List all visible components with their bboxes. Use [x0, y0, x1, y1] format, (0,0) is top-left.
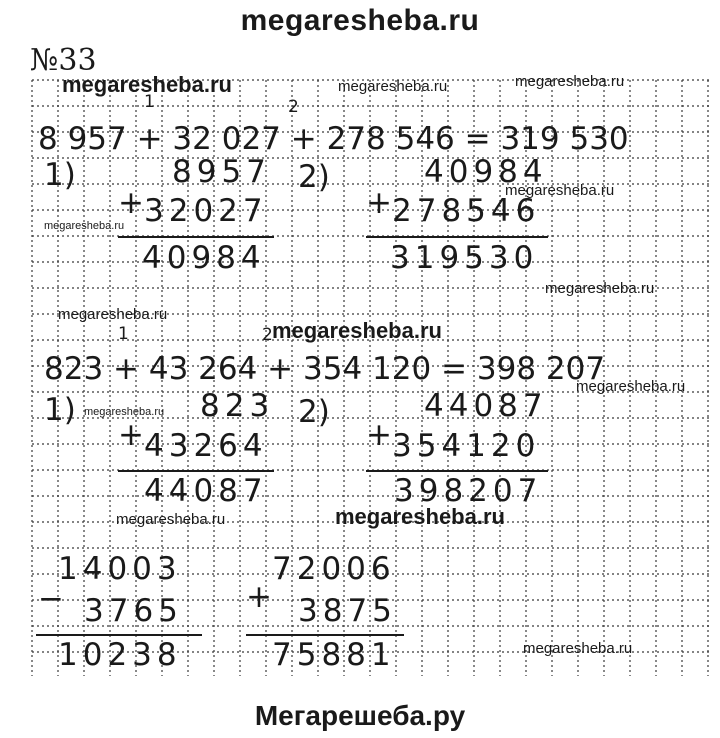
addend-bottom: 278546	[392, 193, 541, 229]
problem-number: №33	[30, 43, 97, 78]
watermark: megaresheba.ru	[505, 182, 615, 199]
watermark: megaresheba.ru	[338, 78, 448, 95]
watermark: megaresheba.ru	[62, 72, 232, 97]
step-label: 2)	[298, 394, 330, 430]
sum-line	[366, 470, 548, 472]
equation-2: 823 + 43 264 + 354 120 = 398 207	[44, 351, 606, 387]
step-label: 2)	[298, 159, 330, 195]
watermark: megaresheba.ru	[272, 318, 442, 343]
addend-bottom: 43264	[144, 428, 268, 464]
watermark: megaresheba.ru	[116, 511, 226, 528]
sum-line	[246, 634, 404, 636]
sum-result: 44087	[144, 473, 268, 509]
sum-result: 75881	[272, 637, 396, 673]
difference-result: 10238	[58, 637, 182, 673]
watermark: megaresheba.ru	[84, 406, 165, 418]
addend-top: 8957	[172, 154, 271, 190]
sum-result: 398207	[394, 473, 543, 509]
step-label: 1)	[44, 392, 76, 428]
addend-top: 72006	[272, 551, 396, 587]
watermark: megaresheba.ru	[576, 378, 686, 395]
minuend: 14003	[58, 551, 182, 587]
plus-sign: +	[118, 417, 144, 453]
site-header: megaresheba.ru	[240, 4, 480, 37]
addend-top: 40984	[424, 154, 548, 190]
difference-line	[36, 634, 202, 636]
sum-line	[366, 236, 548, 238]
step-mark-2: 2	[262, 325, 273, 345]
watermark: megaresheba.ru	[545, 280, 655, 297]
sum-line	[118, 236, 274, 238]
watermark: megaresheba.ru	[335, 504, 505, 529]
subtrahend: 3765	[84, 593, 183, 629]
plus-sign: +	[246, 579, 272, 615]
plus-sign: +	[118, 185, 144, 221]
step-mark-1: 1	[118, 324, 129, 344]
watermark: megaresheba.ru	[523, 640, 633, 657]
equation-1: 8 957 + 32 027 + 278 546 = 319 530	[38, 121, 629, 157]
plus-sign: +	[366, 185, 392, 221]
plus-sign: +	[366, 417, 392, 453]
sum-result: 319530	[390, 240, 539, 276]
addend-bottom: 354120	[392, 428, 541, 464]
watermark: megaresheba.ru	[515, 73, 625, 90]
sum-line	[118, 470, 274, 472]
watermark: megaresheba.ru	[44, 220, 125, 232]
sum-result: 40984	[142, 240, 266, 276]
step-mark-1: 1	[144, 92, 155, 112]
step-label: 1)	[44, 157, 76, 193]
watermark: megaresheba.ru	[58, 306, 168, 323]
addend-bottom: 3875	[298, 593, 397, 629]
addend-bottom: 32027	[144, 193, 268, 229]
step-mark-2: 2	[288, 97, 299, 117]
addend-top: 44087	[424, 388, 548, 424]
addend-top: 823	[200, 388, 275, 424]
site-footer: Мегарешеба.ру	[254, 700, 466, 731]
minus-sign: −	[38, 581, 64, 617]
